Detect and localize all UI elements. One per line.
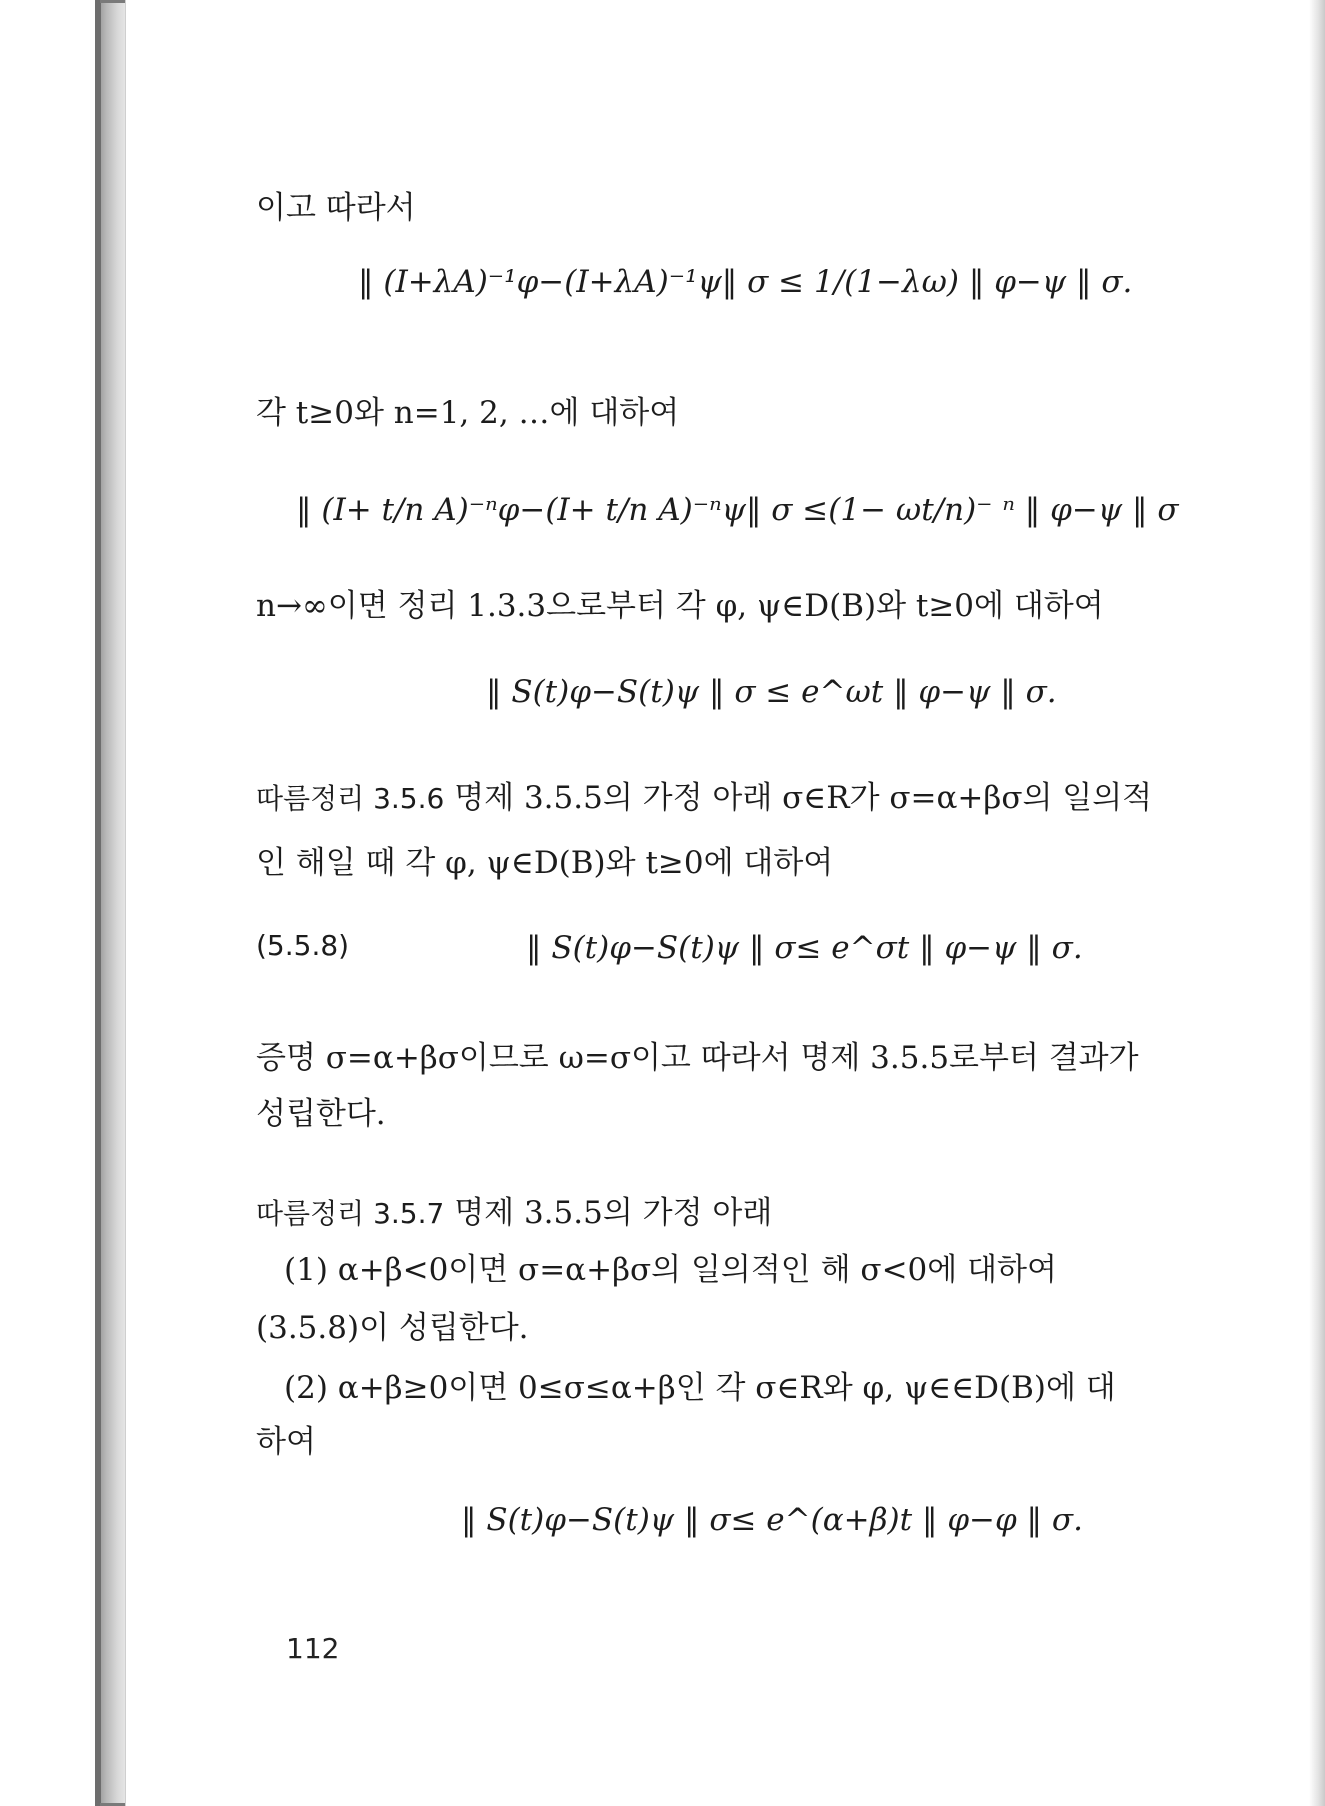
corollary-356 — [256, 778, 1152, 818]
corollary-text: 명제 3.5.5의 가정 아래 — [454, 1195, 773, 1231]
corollary-heading: 따름정리 3.5.7 — [256, 1197, 445, 1230]
list-item: (3.5.8)이 성립한다. — [256, 1310, 529, 1346]
text-line: 이고 따라서 — [256, 190, 416, 226]
equation-label: (5.5.8) — [256, 929, 350, 962]
book-spine-edge — [95, 0, 101, 1806]
corollary-357 — [256, 1193, 772, 1233]
text-line: 각 t≥0와 n=1, 2, …에 대하여 — [256, 395, 680, 431]
proof-line: 증명 σ=α+βσ이므로 ω=σ이고 따라서 명제 3.5.5로부터 결과가 — [256, 1040, 1139, 1076]
list-item: 하여 — [256, 1424, 316, 1460]
corollary-heading: 따름정리 3.5.6 — [256, 782, 445, 815]
text-line: 인 해일 때 각 φ, ψ∈D(B)와 t≥0에 대하여 — [256, 845, 834, 881]
list-item: (2) α+β≥0이면 0≤σ≤α+β인 각 σ∈R와 φ, ψ∈∈D(B)에 대 — [284, 1370, 1116, 1406]
equation: ‖ S(t)φ−S(t)ψ ‖ σ≤ e^σt ‖ φ−ψ ‖ σ. — [526, 930, 1083, 966]
text-line: n→∞이면 정리 1.3.3으로부터 각 φ, ψ∈D(B)와 t≥0에 대하여 — [256, 588, 1104, 624]
page-number: 112 — [286, 1632, 340, 1665]
list-item: (1) α+β<0이면 σ=α+βσ의 일의적인 해 σ<0에 대하여 — [284, 1252, 1057, 1288]
page-right-edge — [1309, 0, 1325, 1806]
equation: ‖ (I+λA)⁻¹φ−(I+λA)⁻¹ψ‖ σ ≤ 1/(1−λω) ‖ φ−ψ ‖ σ. — [358, 264, 1133, 300]
corollary-text: 명제 3.5.5의 가정 아래 σ∈R가 σ=α+βσ의 일의적 — [454, 780, 1153, 816]
equation: ‖ S(t)φ−S(t)ψ ‖ σ ≤ e^ωt ‖ φ−ψ ‖ σ. — [486, 674, 1057, 710]
equation: ‖ S(t)φ−S(t)ψ ‖ σ≤ e^(α+β)t ‖ φ−φ ‖ σ. — [461, 1502, 1083, 1538]
proof-line: 성립한다. — [256, 1096, 386, 1132]
equation: ‖ (I+ t/n A)⁻ⁿφ−(I+ t/n A)⁻ⁿψ‖ σ ≤(1− ωt/n)⁻ ⁿ ‖ φ−ψ ‖ σ — [296, 492, 1179, 528]
